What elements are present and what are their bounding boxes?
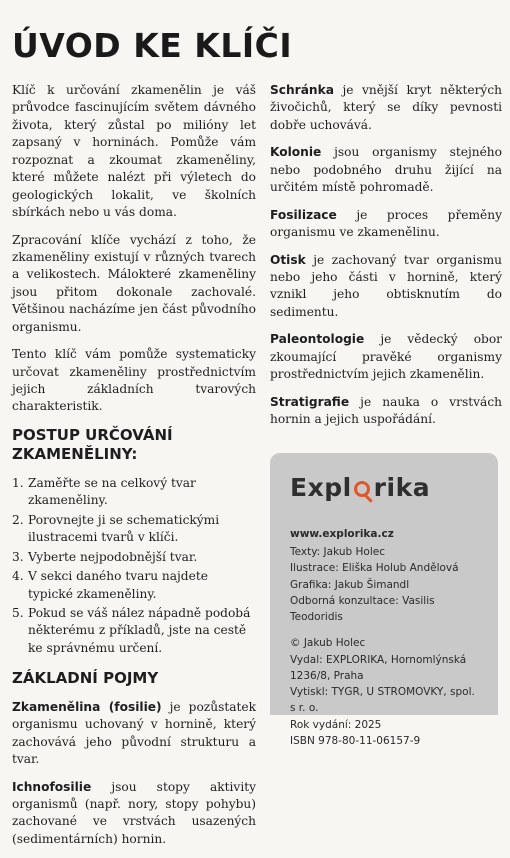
credit-line: Grafika: Jakub Šimandl (290, 578, 410, 591)
publisher-line: ISBN 978-80-11-06157-9 (290, 734, 421, 747)
procedure-step: 4. V sekci daného tvaru najdete typické zkameněliny. (12, 569, 208, 601)
procedure-heading: POSTUP URČOVÁNÍ ZKAMENĚLINY: (12, 425, 173, 464)
procedure-steps (12, 475, 256, 657)
magnifier-icon (353, 476, 373, 500)
term-definition: Stratigrafie je nauka o vrstvách hornin a jejich uspořádání. (270, 394, 502, 426)
publisher-line: Rok vydání: 2025 (290, 718, 382, 731)
basics-heading: ZÁKLADNÍ POJMY (12, 669, 159, 688)
intro-paragraph-2: Zpracování klíče vychází z toho, že zkameněliny existují v různých tvarech a velikostech. Málokteré zkameněliny jsou přitom dokonale zachovalé. Většinou nacházíme jen část původního organismu. (12, 232, 256, 334)
term-definition: Ichnofosilie jsou stopy aktivity organismů (např. nory, stopy pohybu) zachované ve vrstvách usazených (sedimentárních) hornin. (12, 779, 256, 846)
page-title: ÚVOD KE KLÍČI (12, 26, 293, 65)
explorika-logo: Expl rika (290, 473, 431, 502)
intro-paragraph-3: Tento klíč vám pomůže systematicky určovat zkameněliny prostřednictvím jejich základních tvarových charakteristik. (12, 347, 256, 414)
credit-line: Texty: Jakub Holec (290, 546, 385, 559)
publisher-line: © Jakub Holec (290, 637, 366, 650)
procedure-step: 2. Porovnejte ji se schematickými ilustracemi tvarů v klíči. (12, 512, 220, 545)
term-definition: Otisk je zachovaný tvar organismu nebo jeho části v hornině, který vznikl jeho obtisknutím do sedimentu. (270, 252, 502, 319)
procedure-step: 3. Vyberte nejpodobnější tvar. (12, 549, 198, 564)
procedure-step: 5. Pokud se váš nález nápadně podobá některému z příkladů, jste na cestě ke správnému určení. (12, 605, 251, 655)
website-link[interactable]: www.explorika.cz (290, 527, 394, 540)
intro-paragraph-1: Klíč k určování zkamenělin je váš průvodce fascinujícím světem dávného života, který zůstal po milióny let zapsaný v horninách. Pomůže vám rozpoznat a zkoumat zkameněliny, které můžete nalézt při výletech do geologických lokalit, ve školních sbírkách nebo u vás doma. (12, 83, 256, 220)
publisher-line: Vytiskl: TYGR, U STROMOVKY, spol. s r. o. (290, 686, 475, 715)
imprint-box (270, 453, 498, 747)
right-column (270, 82, 502, 438)
term-definition: Schránka je vnější kryt některých živočichů, který se díky pevnosti dobře uchovává. (270, 83, 502, 132)
left-column (12, 82, 256, 858)
publisher-line: Vydal: EXPLORIKA, Hornomlýnská 1236/8, Praha (290, 653, 467, 682)
credit-line: Odborná konzultace: Vasilis Teodoridis (290, 594, 435, 624)
term-definition: Fosilizace je proces přeměny organismu ve zkamenělinu. (270, 207, 502, 240)
term-definition: Kolonie jsou organismy stejného nebo podobného druhu žijící na určitém místě pohromadě. (270, 145, 502, 195)
procedure-step: 1. Zaměřte se na celkový tvar zkameněliny. (12, 475, 196, 508)
credit-line: Ilustrace: Eliška Holub Andělová (290, 562, 459, 575)
term-definition: Paleontologie je vědecký obor zkoumající pravěké organismy prostřednictvím jejich zkamenělin. (270, 332, 502, 382)
term-definition: Zkamenělina (fosilie) je pozůstatek organismu uchovaný v hornině, který zachovává jeho původní strukturu a tvar. (12, 699, 256, 767)
